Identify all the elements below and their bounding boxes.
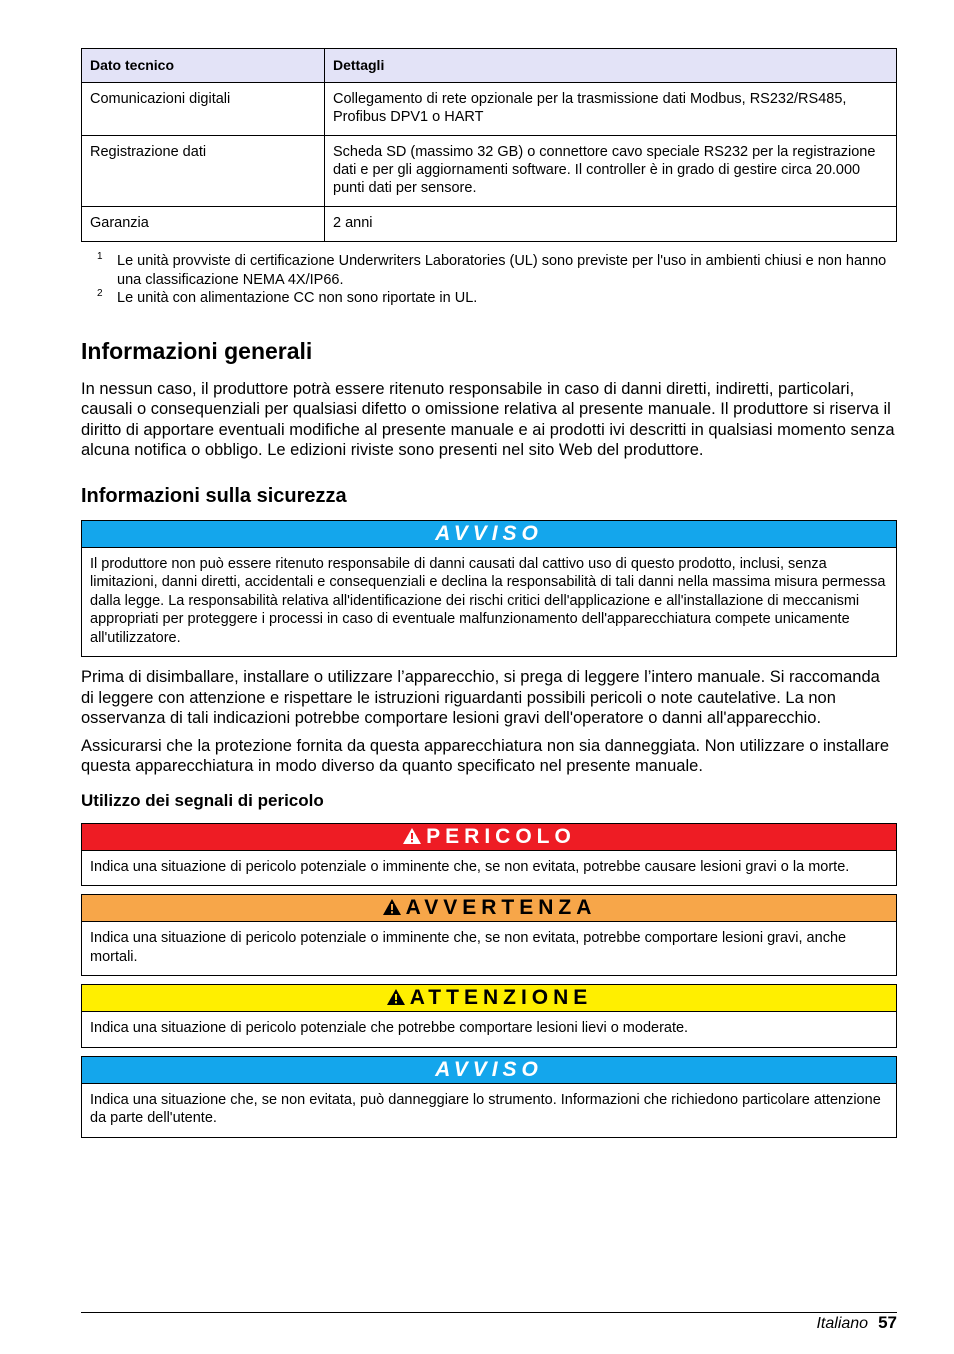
danger-label: PERICOLO: [426, 824, 576, 848]
danger-box: [81, 823, 897, 887]
general-paragraph: In nessun caso, il produttore potrà essere ritenuto responsabile in caso di danni diretti, indiretti, particolari, causali o consequenziali per qualsiasi difetto o omissione relativa al presente manuale. Il produttore si riserva il diritto di apportare eventuali modifiche al presente manuale e ai prodotti ivi descritti in qualsiasi momento senza alcuna notifica o obbligo. Le edizioni riviste sono presenti nel sito Web del produttore.: [81, 379, 895, 459]
warning-triangle-icon: [386, 988, 406, 1006]
safety-paragraph-2: Assicurarsi che la protezione fornita da questa apparecchiatura non sia danneggiata. Non utilizzare o installare questa apparecchiatura in modo diverso da quanto specificato nel presente manuale.: [81, 736, 890, 775]
section-title-safety: Informazioni sulla sicurezza: [81, 484, 347, 507]
footnote-text: Le unità con alimentazione CC non sono riportate in UL.: [117, 290, 478, 306]
table-cell: 2 anni: [325, 207, 897, 242]
table-cell: Scheda SD (massimo 32 GB) o connettore cavo speciale RS232 per la registrazione dati e per gli aggiornamenti software. Il controller è in grado di gestire circa 20.000 punti dati per sensore.: [325, 136, 897, 207]
notice-text: Indica una situazione che, se non evitata, può danneggiare lo strumento. Informazioni che richiedono particolare attenzione da parte dell'utente.: [90, 1091, 881, 1126]
safety-paragraph-1: Prima di disimballare, installare o utilizzare l’apparecchio, si prega di leggere l’intero manuale. Si raccomanda di leggere con attenzione e rispettare le istruzioni riguardanti possibili pericoli o note cautelative. La non osservanza di tali indicazioni potrebbe comportare lesioni gravi dell'operatore o danni all'apparecchio.: [81, 668, 880, 727]
footnote-text: Le unità provviste di certificazione Underwriters Laboratories (UL) sono previste per l'uso in ambienti chiusi e non hanno una classificazione NEMA 4X/IP66.: [117, 253, 887, 288]
page-number: 57: [878, 1313, 897, 1332]
table-row: [82, 136, 897, 207]
table-header-cell: Dato tecnico: [82, 49, 325, 83]
warning-label: AVVERTENZA: [405, 896, 597, 919]
warning-triangle-icon: [382, 898, 402, 916]
table-cell: Collegamento di rete opzionale per la trasmissione dati Modbus, RS232/RS485, Profibus DPV1 o HART: [325, 83, 897, 136]
footnote: [81, 289, 897, 308]
page-footer: [816, 1312, 897, 1334]
spec-table: [81, 48, 897, 242]
caution-header: [82, 985, 896, 1012]
table-cell: Comunicazioni digitali: [82, 83, 325, 136]
footer-rule: [81, 1312, 897, 1313]
notice-header: AVVISO: [82, 1057, 896, 1084]
footnote-mark: 2: [97, 288, 103, 299]
danger-header: [82, 824, 896, 851]
warning-header: [82, 895, 896, 922]
notice-box: [81, 1056, 897, 1138]
warning-box: [81, 894, 897, 976]
danger-text: Indica una situazione di pericolo potenziale o imminente che, se non evitata, potrebbe causare lesioni gravi o la morte.: [90, 858, 850, 875]
caution-box: [81, 984, 897, 1048]
caution-text: Indica una situazione di pericolo potenziale che potrebbe comportare lesioni lievi o moderate.: [90, 1020, 689, 1036]
notice-box-liability: [81, 520, 897, 658]
table-cell: Garanzia: [82, 207, 325, 242]
table-row: [82, 207, 897, 242]
table-header-row: [82, 49, 897, 83]
notice-text: Il produttore non può essere ritenuto responsabile di danni causati dal cattivo uso di questo prodotto, inclusi, senza limitazioni, danni diretti, accidentali e consequenziali e declina la responsabilità di tali danni nella massima misura permessa dalla legge. La responsabilità relativa all'identificazione dei rischi critici dell'applicazione e all'installazione di meccanismi appropriati per proteggere i processi in caso di eventuale malfunzionamento dell'apparecchiatura compete unicamente all'utilizzatore.: [90, 555, 886, 646]
warning-triangle-icon: [402, 827, 422, 845]
section-title-signals: Utilizzo dei segnali di pericolo: [81, 790, 324, 810]
footnote-mark: 1: [97, 251, 103, 262]
table-row: [82, 83, 897, 136]
caution-label: ATTENZIONE: [409, 986, 593, 1009]
warning-text: Indica una situazione di pericolo potenziale o imminente che, se non evitata, potrebbe comportare lesioni gravi, anche mortali.: [90, 930, 847, 965]
footnote: [81, 252, 897, 289]
section-title-general: Informazioni generali: [81, 337, 313, 364]
page-content: [81, 48, 897, 1138]
table-cell: Registrazione dati: [82, 136, 325, 207]
footnotes: [81, 252, 897, 308]
notice-header: AVVISO: [82, 521, 896, 548]
footer-language: Italiano: [816, 1315, 869, 1332]
table-header-cell: Dettagli: [325, 49, 897, 83]
